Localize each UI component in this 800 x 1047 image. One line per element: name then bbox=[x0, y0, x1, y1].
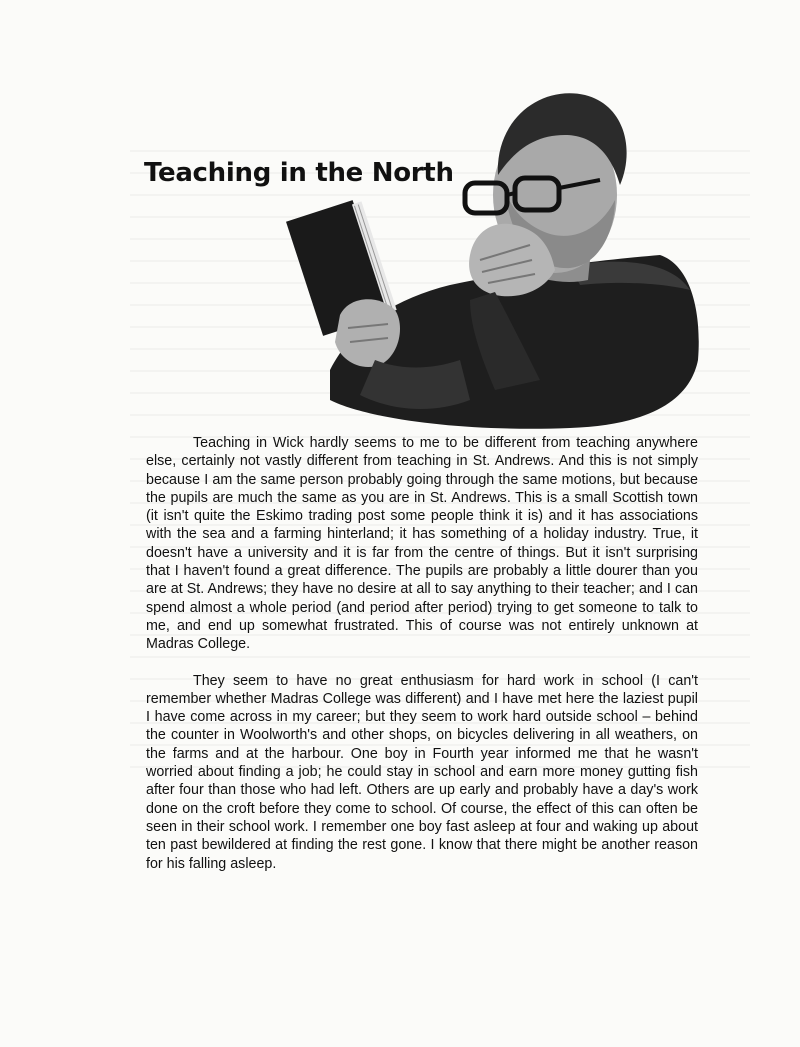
photo-man-reading-book bbox=[270, 80, 710, 430]
article-paragraph: Teaching in Wick hardly seems to me to be different from teaching anywhere else, certainly not vastly different from teaching in St. Andrews. And this is not simply because I am the same person probably going through the same motions, but because the pupils are much the same as you are in St. Andrews. This is a small Scottish town (it isn't quite the Eskimo trading post some people think it is) and it has associations with the sea and a farming hinterland; it has something of a holiday industry. True, it doesn't have a university and it is far from the centre of things. But it isn't surprising that I haven't found a great difference. The pupils are probably a little dourer than you are at St. Andrews; they have no desire at all to say anything to their teacher; and I can spend almost a whole period (and period after period) trying to get someone to talk to me, and end up somewhat frustrated. This of course was not entirely unknown at Madras College. bbox=[146, 435, 698, 653]
article-title: Teaching in the North bbox=[144, 158, 454, 188]
article-body bbox=[146, 434, 698, 873]
article-paragraph: They seem to have no great enthusiasm for hard work in school (I can't remember whether Madras College was different) and I have met here the laziest pupil I have come across in my career; but they seem to work hard outside school – behind the counter in Woolworth's and other shops, on bicycles delivering in all weathers, on the farms and at the harbour. One boy in Fourth year informed me that he wasn't worried about finding a job; he could stay in school and earn more money gutting fish after four than those who had left. Others are up early and probably have a day's work done on the croft before they come to school. Of course, the effect of this can often be seen in their school work. I remember one boy fast asleep at four and waking up about ten past bewildered at finding the rest gone. I know that there might be another reason for his falling asleep. bbox=[146, 672, 698, 872]
